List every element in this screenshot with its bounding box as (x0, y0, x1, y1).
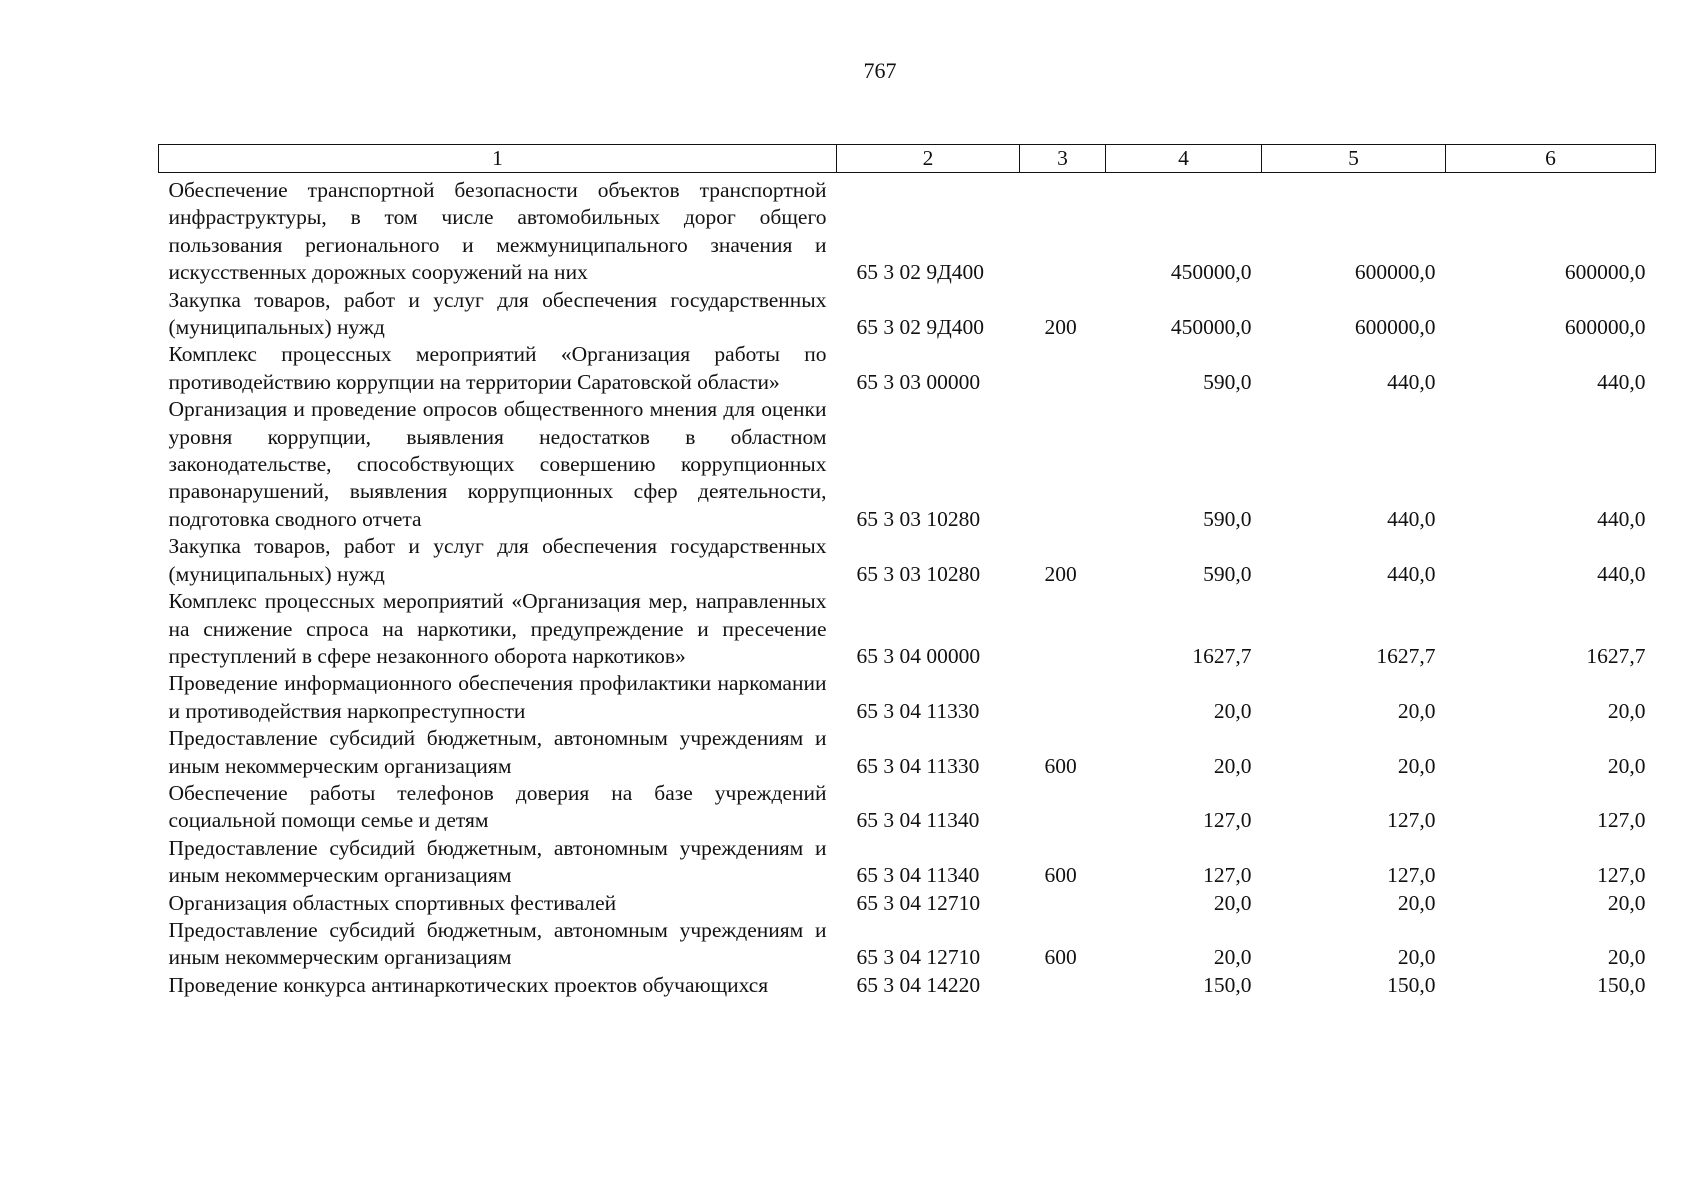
column-header: 2 (837, 145, 1020, 173)
row-expense-type (1020, 890, 1106, 917)
row-name: Предоставление субсидий бюджетным, автономным учреждениям и иным некоммерческим организациям (168, 835, 827, 888)
table-row (159, 890, 1656, 917)
row-expense-type (1020, 396, 1106, 533)
table-header (159, 145, 1656, 173)
row-expense-type (1020, 972, 1106, 999)
table-row (159, 917, 1656, 972)
row-code: 65 3 04 11340 (856, 863, 980, 888)
row-name: Проведение конкурса антинаркотических проектов обучающихся (168, 972, 769, 997)
row-code: 65 3 04 12710 (856, 945, 981, 970)
row-value-col4: 1627,7 (1192, 643, 1252, 668)
row-value-col5: 440,0 (1387, 506, 1436, 531)
row-value-col4: 450000,0 (1170, 315, 1252, 340)
row-code: 65 3 03 00000 (856, 369, 981, 394)
row-expense-type: 600 (1044, 945, 1077, 970)
table-row (159, 341, 1656, 396)
row-code: 65 3 04 11340 (856, 808, 980, 833)
row-expense-type (1020, 173, 1106, 287)
row-code: 65 3 04 11330 (856, 753, 980, 778)
table-row (159, 287, 1656, 342)
table-row (159, 533, 1656, 588)
row-name: Закупка товаров, работ и услуг для обеспечения государственных (муниципальных) нужд (168, 534, 827, 586)
row-name: Организация и проведение опросов общественного мнения для оценки уровня коррупции, выявления недостатков в областном законодательстве, способствующих совершению коррупционных правонарушений, выявления коррупционных сфер деятельности, подготовка сводного отчета (168, 397, 827, 531)
row-code: 65 3 02 9Д400 (856, 315, 985, 340)
row-expense-type (1020, 670, 1106, 725)
row-name: Комплекс процессных мероприятий «Организация мер, направленных на снижение спроса на наркотики, предупреждение и пресечение преступлений в сфере незаконного оборота наркотиков» (168, 589, 827, 668)
row-value-col6: 150,0 (1597, 972, 1646, 997)
column-header: 6 (1446, 145, 1656, 173)
row-value-col6: 127,0 (1597, 863, 1646, 888)
row-code: 65 3 04 12710 (856, 890, 981, 915)
row-value-col6: 20,0 (1607, 698, 1646, 723)
row-expense-type (1020, 780, 1106, 835)
table-body (159, 173, 1656, 1000)
column-header: 1 (159, 145, 837, 173)
row-value-col4: 590,0 (1203, 506, 1252, 531)
row-value-col5: 20,0 (1397, 698, 1436, 723)
row-value-col5: 150,0 (1387, 972, 1436, 997)
row-name: Обеспечение транспортной безопасности объектов транспортной инфраструктуры, в том числе автомобильных дорог общего пользования регионального и межмуниципального значения и искусственных дорожных сооружений на них (168, 178, 827, 285)
row-value-col4: 20,0 (1213, 945, 1252, 970)
row-value-col5: 440,0 (1387, 561, 1436, 586)
row-code: 65 3 03 10280 (856, 506, 981, 531)
row-code: 65 3 03 10280 (856, 561, 981, 586)
table-row (159, 835, 1656, 890)
row-value-col5: 20,0 (1397, 890, 1436, 915)
row-value-col6: 600000,0 (1564, 315, 1646, 340)
row-value-col4: 450000,0 (1170, 260, 1252, 285)
row-value-col5: 600000,0 (1354, 315, 1436, 340)
row-code: 65 3 04 00000 (856, 643, 981, 668)
page-number: 767 (863, 58, 897, 83)
column-header: 3 (1020, 145, 1106, 173)
budget-table (158, 144, 1656, 999)
row-expense-type: 200 (1044, 561, 1077, 586)
row-code: 65 3 02 9Д400 (856, 260, 985, 285)
row-value-col5: 1627,7 (1376, 643, 1436, 668)
row-name: Закупка товаров, работ и услуг для обеспечения государственных (муниципальных) нужд (168, 287, 827, 340)
row-value-col6: 600000,0 (1564, 260, 1646, 285)
table-row (159, 725, 1656, 780)
row-name: Проведение информационного обеспечения профилактики наркомании и противодействия наркопреступности (168, 671, 827, 723)
row-name: Комплекс процессных мероприятий «Организация работы по противодействию коррупции на территории Саратовской области» (168, 342, 827, 394)
row-value-col4: 590,0 (1203, 369, 1252, 394)
header-row (159, 145, 1656, 173)
row-value-col6: 20,0 (1607, 890, 1646, 915)
row-value-col6: 440,0 (1597, 506, 1646, 531)
row-value-col4: 20,0 (1213, 753, 1252, 778)
column-header: 5 (1262, 145, 1446, 173)
row-value-col4: 20,0 (1213, 698, 1252, 723)
row-code: 65 3 04 11330 (856, 698, 980, 723)
column-header: 4 (1106, 145, 1262, 173)
row-expense-type: 600 (1044, 863, 1077, 888)
row-value-col6: 20,0 (1607, 753, 1646, 778)
row-expense-type (1020, 588, 1106, 670)
row-name: Предоставление субсидий бюджетным, автономным учреждениям и иным некоммерческим организациям (168, 917, 827, 970)
row-name: Предоставление субсидий бюджетным, автономным учреждениям и иным некоммерческим организациям (168, 726, 827, 778)
table-row (159, 588, 1656, 670)
row-name: Обеспечение работы телефонов доверия на базе учреждений социальной помощи семье и детям (168, 780, 827, 833)
row-name: Организация областных спортивных фестивалей (168, 890, 617, 915)
row-expense-type: 200 (1044, 315, 1077, 340)
table-row (159, 972, 1656, 999)
row-value-col4: 20,0 (1213, 890, 1252, 915)
row-value-col6: 440,0 (1597, 369, 1646, 394)
row-value-col6: 440,0 (1597, 561, 1646, 586)
row-value-col6: 20,0 (1607, 945, 1646, 970)
row-value-col4: 150,0 (1203, 972, 1252, 997)
row-value-col4: 127,0 (1203, 863, 1252, 888)
table-row (159, 780, 1656, 835)
table-row (159, 396, 1656, 533)
row-expense-type (1020, 341, 1106, 396)
table-row (159, 173, 1656, 287)
row-expense-type: 600 (1044, 753, 1077, 778)
table-row (159, 670, 1656, 725)
row-value-col6: 127,0 (1597, 808, 1646, 833)
row-value-col5: 440,0 (1387, 369, 1436, 394)
row-value-col4: 590,0 (1203, 561, 1252, 586)
row-code: 65 3 04 14220 (856, 972, 981, 997)
row-value-col6: 1627,7 (1586, 643, 1646, 668)
row-value-col5: 600000,0 (1354, 260, 1436, 285)
row-value-col4: 127,0 (1203, 808, 1252, 833)
row-value-col5: 20,0 (1397, 945, 1436, 970)
row-value-col5: 127,0 (1387, 863, 1436, 888)
row-value-col5: 20,0 (1397, 753, 1436, 778)
row-value-col5: 127,0 (1387, 808, 1436, 833)
